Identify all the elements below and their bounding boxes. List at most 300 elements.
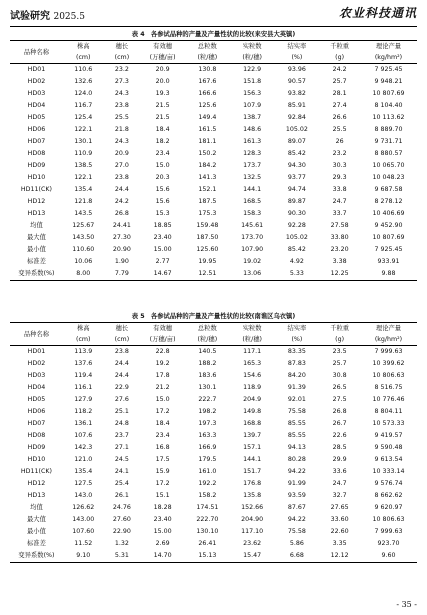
row-label: HD12 bbox=[27, 480, 46, 487]
table-cell: 135.4 bbox=[74, 468, 93, 475]
table-cell: 94.13 bbox=[287, 444, 306, 451]
table-cell: 8 516.75 bbox=[374, 384, 403, 391]
table-cell: 9 590.48 bbox=[374, 444, 403, 451]
table-cell: 25.5 bbox=[332, 126, 347, 133]
table-cell: 91.39 bbox=[287, 384, 306, 391]
table-cell: 184.2 bbox=[198, 162, 217, 169]
row-label: HD03 bbox=[27, 372, 46, 379]
table-cell: 87.83 bbox=[287, 360, 306, 367]
table-cell: 173.70 bbox=[241, 234, 264, 241]
table-row bbox=[10, 454, 417, 466]
row-label: HD06 bbox=[27, 126, 46, 133]
table-cell: 8.00 bbox=[63, 268, 104, 281]
table-cell: 204.9 bbox=[243, 396, 262, 403]
table-cell: 90.30 bbox=[287, 210, 306, 217]
table-header bbox=[10, 323, 417, 346]
table-cell: 15.9 bbox=[155, 468, 170, 475]
table-cell: 20.9 bbox=[155, 66, 170, 73]
row-label: HD11(CK) bbox=[20, 468, 52, 475]
table-cell: 24.76 bbox=[112, 504, 131, 511]
table-cell: 2.77 bbox=[155, 258, 170, 265]
table-cell: 126.62 bbox=[72, 504, 95, 511]
row-label: HD01 bbox=[27, 66, 46, 73]
table-cell: 24.7 bbox=[332, 480, 347, 487]
table-cell: 15.0 bbox=[155, 396, 170, 403]
table-row bbox=[10, 430, 417, 442]
row-label: HD04 bbox=[27, 102, 46, 109]
table-cell: 107.9 bbox=[243, 102, 262, 109]
table-4 bbox=[10, 40, 417, 281]
row-label: HD13 bbox=[27, 210, 46, 217]
table-cell: 923.70 bbox=[377, 540, 400, 547]
table-cell: 27.4 bbox=[332, 102, 347, 109]
table-cell: 8 104.40 bbox=[374, 102, 403, 109]
table-cell: 12.51 bbox=[185, 268, 230, 281]
table-row bbox=[10, 64, 417, 77]
table-cell: 15.47 bbox=[230, 550, 275, 563]
table-cell: 9 419.57 bbox=[374, 432, 403, 439]
table-cell: 158.3 bbox=[243, 210, 262, 217]
table-cell: 222.7 bbox=[198, 396, 217, 403]
table-cell: 161.0 bbox=[198, 468, 217, 475]
table-cell: 192.2 bbox=[198, 480, 217, 487]
table-cell: 21.2 bbox=[155, 384, 170, 391]
table-cell: 204.90 bbox=[241, 516, 264, 523]
row-label: HD06 bbox=[27, 408, 46, 415]
table-cell: 158.2 bbox=[198, 492, 217, 499]
row-label: 变异系数(%) bbox=[10, 550, 63, 563]
table-cell: 9 948.21 bbox=[374, 78, 403, 85]
table-row bbox=[10, 346, 417, 359]
issue-year: 2025.5 bbox=[53, 12, 85, 22]
table-cell: 9 576.74 bbox=[374, 480, 403, 487]
table-cell: 85.91 bbox=[287, 102, 306, 109]
table-cell: 127.5 bbox=[74, 480, 93, 487]
table-cell: 80.28 bbox=[287, 456, 306, 463]
table-cell: 33.7 bbox=[332, 210, 347, 217]
table-cell: 24.2 bbox=[332, 66, 347, 73]
table-cell: 5.33 bbox=[275, 268, 320, 281]
table-cell: 173.7 bbox=[243, 162, 262, 169]
column-unit: (kg/hm²) bbox=[360, 52, 417, 64]
table-cell: 121.8 bbox=[74, 198, 93, 205]
table-cell: 144.1 bbox=[243, 186, 262, 193]
table-cell: 5.31 bbox=[104, 550, 141, 563]
row-label: 变异系数(%) bbox=[10, 268, 63, 281]
table-cell: 110.60 bbox=[72, 246, 95, 253]
table-cell: 117.1 bbox=[243, 348, 262, 355]
header-rule bbox=[10, 26, 417, 27]
table-cell: 125.67 bbox=[72, 222, 95, 229]
table-cell: 17.5 bbox=[155, 456, 170, 463]
table-cell: 11.52 bbox=[74, 540, 93, 547]
table-cell: 25.1 bbox=[114, 408, 129, 415]
row-label: 最大值 bbox=[27, 234, 46, 241]
table-cell: 85.55 bbox=[287, 420, 306, 427]
table-cell: 9.10 bbox=[63, 550, 104, 563]
table-cell: 168.5 bbox=[243, 198, 262, 205]
table-cell: 125.4 bbox=[74, 114, 93, 121]
table-cell: 28.5 bbox=[332, 444, 347, 451]
table-cell: 33.60 bbox=[330, 516, 349, 523]
table-cell: 23.8 bbox=[114, 174, 129, 181]
table-cell: 179.5 bbox=[198, 456, 217, 463]
table-cell: 156.3 bbox=[243, 90, 262, 97]
column-unit: (%) bbox=[275, 334, 320, 346]
table-cell: 20.0 bbox=[155, 78, 170, 85]
table-cell: 93.77 bbox=[287, 174, 306, 181]
table-cell: 125.6 bbox=[198, 102, 217, 109]
table-cell: 27.1 bbox=[114, 444, 129, 451]
table-cell: 130.1 bbox=[74, 138, 93, 145]
table-cell: 9.88 bbox=[360, 268, 417, 281]
column-header: 有效穗 bbox=[140, 41, 185, 53]
table-cell: 15.00 bbox=[153, 246, 172, 253]
table-cell: 125.60 bbox=[196, 246, 219, 253]
table-cell: 7 999.63 bbox=[374, 528, 403, 535]
table-cell: 10 399.62 bbox=[372, 360, 405, 367]
column-unit: (粒/穗) bbox=[185, 334, 230, 346]
table-5 bbox=[10, 322, 417, 563]
table-cell: 89.07 bbox=[287, 138, 306, 145]
column-header: 千粒重 bbox=[319, 323, 360, 335]
table-cell: 26.8 bbox=[114, 210, 129, 217]
table-cell: 26.6 bbox=[332, 114, 347, 121]
table-cell: 161.5 bbox=[198, 126, 217, 133]
table-cell: 22.60 bbox=[330, 528, 349, 535]
row-label: HD07 bbox=[27, 420, 46, 427]
table-cell: 159.48 bbox=[196, 222, 219, 229]
table-cell: 75.58 bbox=[287, 528, 306, 535]
table-cell: 139.7 bbox=[243, 432, 262, 439]
table-cell: 27.65 bbox=[330, 504, 349, 511]
table-row bbox=[10, 208, 417, 220]
table-row bbox=[10, 394, 417, 406]
table-cell: 24.4 bbox=[114, 372, 129, 379]
table-cell: 10 048.23 bbox=[372, 174, 405, 181]
table-cell: 29.9 bbox=[332, 456, 347, 463]
table-cell: 19.02 bbox=[243, 258, 262, 265]
table-cell: 1.32 bbox=[114, 540, 129, 547]
section-label bbox=[10, 7, 85, 22]
table-cell: 132.5 bbox=[243, 174, 262, 181]
table-cell: 143.50 bbox=[72, 234, 95, 241]
table-cell: 142.3 bbox=[74, 444, 93, 451]
table-cell: 15.6 bbox=[155, 198, 170, 205]
row-label: HD10 bbox=[27, 456, 46, 463]
table-row bbox=[10, 100, 417, 112]
table-cell: 121.0 bbox=[74, 456, 93, 463]
table-cell: 94.30 bbox=[287, 162, 306, 169]
table-cell: 27.0 bbox=[114, 162, 129, 169]
table-cell: 130.1 bbox=[198, 384, 217, 391]
table-cell: 94.74 bbox=[287, 186, 306, 193]
column-unit: (粒/穗) bbox=[230, 334, 275, 346]
column-header: 理论产量 bbox=[360, 323, 417, 335]
table-cell: 136.1 bbox=[74, 420, 93, 427]
table-cell: 15.6 bbox=[155, 186, 170, 193]
table-cell: 1.90 bbox=[114, 258, 129, 265]
table-row bbox=[10, 124, 417, 136]
table-cell: 13.06 bbox=[230, 268, 275, 281]
table-cell: 27.3 bbox=[114, 78, 129, 85]
table-cell: 24.8 bbox=[114, 420, 129, 427]
table-cell: 105.02 bbox=[285, 234, 308, 241]
table-cell: 23.40 bbox=[153, 234, 172, 241]
table-row bbox=[10, 196, 417, 208]
table-cell: 24.1 bbox=[114, 468, 129, 475]
row-label: HD10 bbox=[27, 174, 46, 181]
row-label: HD11(CK) bbox=[20, 186, 52, 193]
column-header: 总粒数 bbox=[185, 323, 230, 335]
table-cell: 15.13 bbox=[185, 550, 230, 563]
journal-page bbox=[10, 0, 417, 615]
table-cell: 85.42 bbox=[287, 150, 306, 157]
table-cell: 118.2 bbox=[74, 408, 93, 415]
table-row bbox=[10, 526, 417, 538]
table-row bbox=[10, 112, 417, 124]
table-cell: 26 bbox=[335, 138, 344, 145]
table-cell: 132.6 bbox=[74, 78, 93, 85]
row-label: HD01 bbox=[27, 348, 46, 355]
table-cell: 105.02 bbox=[285, 126, 308, 133]
table-cell: 138.7 bbox=[243, 114, 262, 121]
table-cell: 32.7 bbox=[332, 492, 347, 499]
table-cell: 197.3 bbox=[198, 420, 217, 427]
table-5-caption: 表 5 各参试品种的产量及产量性状的比较(南谯区乌衣镇) bbox=[131, 313, 296, 320]
table-cell: 15.00 bbox=[153, 528, 172, 535]
column-unit: (g) bbox=[319, 334, 360, 346]
column-header: 品种名称 bbox=[10, 323, 63, 346]
table-cell: 21.8 bbox=[114, 126, 129, 133]
table-cell: 33.6 bbox=[332, 468, 347, 475]
table-cell: 174.51 bbox=[196, 504, 219, 511]
table-cell: 149.4 bbox=[198, 114, 217, 121]
table-cell: 7 999.63 bbox=[374, 348, 403, 355]
table-cell: 7 925.45 bbox=[374, 66, 403, 73]
table-cell: 94.22 bbox=[287, 468, 306, 475]
table-cell: 175.3 bbox=[198, 210, 217, 217]
table-cell: 9 731.71 bbox=[374, 138, 403, 145]
column-header: 实粒数 bbox=[230, 41, 275, 53]
table-cell: 23.2 bbox=[114, 66, 129, 73]
table-cell: 130.8 bbox=[198, 66, 217, 73]
row-label: HD03 bbox=[27, 90, 46, 97]
table-cell: 27.6 bbox=[114, 396, 129, 403]
table-row bbox=[10, 442, 417, 454]
table-row bbox=[10, 418, 417, 430]
table-cell: 18.85 bbox=[153, 222, 172, 229]
column-header: 结实率 bbox=[275, 41, 320, 53]
table-row bbox=[10, 244, 417, 256]
table-cell: 8 804.11 bbox=[374, 408, 403, 415]
table-row bbox=[10, 478, 417, 490]
table-cell: 23.4 bbox=[155, 432, 170, 439]
column-header: 千粒重 bbox=[319, 41, 360, 53]
column-header: 穗长 bbox=[104, 323, 141, 335]
table-cell: 17.2 bbox=[155, 408, 170, 415]
column-unit: (粒/穗) bbox=[230, 52, 275, 64]
column-unit: (万穗/亩) bbox=[140, 334, 185, 346]
table-cell: 75.58 bbox=[287, 408, 306, 415]
table-row bbox=[10, 268, 417, 281]
table-cell: 107.60 bbox=[72, 528, 95, 535]
table-cell: 4.92 bbox=[289, 258, 304, 265]
table-cell: 15.3 bbox=[155, 210, 170, 217]
table-cell: 30.8 bbox=[332, 372, 347, 379]
table-cell: 93.82 bbox=[287, 90, 306, 97]
table-cell: 2.69 bbox=[155, 540, 170, 547]
table-cell: 22.90 bbox=[112, 528, 131, 535]
table-cell: 6.68 bbox=[275, 550, 320, 563]
table-cell: 148.6 bbox=[243, 126, 262, 133]
table-cell: 10 776.46 bbox=[372, 396, 405, 403]
table-cell: 183.6 bbox=[198, 372, 217, 379]
table-row bbox=[10, 136, 417, 148]
table-cell: 141.3 bbox=[198, 174, 217, 181]
table-cell: 26.7 bbox=[332, 420, 347, 427]
table-cell: 26.1 bbox=[114, 492, 129, 499]
column-header: 有效穗 bbox=[140, 323, 185, 335]
table-cell: 145.61 bbox=[241, 222, 264, 229]
table-cell: 23.4 bbox=[155, 150, 170, 157]
table-cell: 25.5 bbox=[114, 114, 129, 121]
table-cell: 87.67 bbox=[287, 504, 306, 511]
table-cell: 10 333.14 bbox=[372, 468, 405, 475]
table-cell: 8 880.57 bbox=[374, 150, 403, 157]
table-cell: 16.8 bbox=[155, 444, 170, 451]
table-cell: 7 925.45 bbox=[374, 246, 403, 253]
table-cell: 24.3 bbox=[114, 138, 129, 145]
section-title: 试验研究 bbox=[10, 11, 50, 22]
table-cell: 143.0 bbox=[74, 492, 93, 499]
table-cell: 20.90 bbox=[112, 246, 131, 253]
table-cell: 140.5 bbox=[198, 348, 217, 355]
table-cell: 137.6 bbox=[74, 360, 93, 367]
table-cell: 3.35 bbox=[332, 540, 347, 547]
table-cell: 110.9 bbox=[74, 150, 93, 157]
table-cell: 152.66 bbox=[241, 504, 264, 511]
column-unit: (万穗/亩) bbox=[140, 52, 185, 64]
table-cell: 149.8 bbox=[243, 408, 262, 415]
table-cell: 9 687.58 bbox=[374, 186, 403, 193]
table-cell: 19.3 bbox=[155, 90, 170, 97]
table-cell: 26.5 bbox=[332, 384, 347, 391]
row-label: HD13 bbox=[27, 492, 46, 499]
table-row bbox=[10, 160, 417, 172]
table-cell: 154.6 bbox=[243, 372, 262, 379]
table-cell: 23.62 bbox=[243, 540, 262, 547]
table-cell: 92.01 bbox=[287, 396, 306, 403]
table-row bbox=[10, 88, 417, 100]
table-cell: 143.5 bbox=[74, 210, 93, 217]
row-label: HD09 bbox=[27, 162, 46, 169]
table-row bbox=[10, 172, 417, 184]
table-cell: 181.1 bbox=[198, 138, 217, 145]
table-cell: 110.6 bbox=[74, 66, 93, 73]
table-cell: 24.41 bbox=[112, 222, 131, 229]
table-cell: 222.70 bbox=[196, 516, 219, 523]
table-cell: 25.4 bbox=[114, 480, 129, 487]
table-row bbox=[10, 502, 417, 514]
column-unit: (cm) bbox=[104, 52, 141, 64]
table-cell: 91.99 bbox=[287, 480, 306, 487]
column-header: 总粒数 bbox=[185, 41, 230, 53]
table-cell: 93.59 bbox=[287, 492, 306, 499]
column-header: 理论产量 bbox=[360, 41, 417, 53]
table-cell: 10.06 bbox=[74, 258, 93, 265]
row-label: HD09 bbox=[27, 444, 46, 451]
table-cell: 29.3 bbox=[332, 174, 347, 181]
table-cell: 18.28 bbox=[153, 504, 172, 511]
column-unit: (cm) bbox=[104, 334, 141, 346]
table-row bbox=[10, 148, 417, 160]
table-cell: 20.3 bbox=[155, 174, 170, 181]
row-label: HD08 bbox=[27, 150, 46, 157]
table-cell: 20.9 bbox=[114, 150, 129, 157]
row-label: HD04 bbox=[27, 384, 46, 391]
table-cell: 24.4 bbox=[114, 186, 129, 193]
table-cell: 117.10 bbox=[241, 528, 264, 535]
table-cell: 27.58 bbox=[330, 222, 349, 229]
table-cell: 25.7 bbox=[332, 78, 347, 85]
table-cell: 22.6 bbox=[332, 432, 347, 439]
column-unit: (粒/穗) bbox=[185, 52, 230, 64]
table-cell: 89.87 bbox=[287, 198, 306, 205]
table-cell: 128.3 bbox=[243, 150, 262, 157]
table-cell: 17.2 bbox=[155, 480, 170, 487]
table-cell: 151.7 bbox=[243, 468, 262, 475]
table-cell: 93.96 bbox=[287, 66, 306, 73]
table-cell: 187.50 bbox=[196, 234, 219, 241]
column-header: 穗长 bbox=[104, 41, 141, 53]
table-cell: 22.9 bbox=[114, 384, 129, 391]
table-cell: 21.5 bbox=[155, 114, 170, 121]
table-cell: 135.4 bbox=[74, 186, 93, 193]
row-label: HD08 bbox=[27, 432, 46, 439]
table-cell: 18.4 bbox=[155, 126, 170, 133]
table-cell: 23.5 bbox=[332, 348, 347, 355]
column-header: 株高 bbox=[63, 41, 104, 53]
column-unit: (%) bbox=[275, 52, 320, 64]
table-cell: 10 806.63 bbox=[372, 372, 405, 379]
page-number: - 35 - bbox=[396, 600, 417, 609]
table-cell: 163.3 bbox=[198, 432, 217, 439]
table-cell: 107.6 bbox=[74, 432, 93, 439]
row-label: HD05 bbox=[27, 114, 46, 121]
table-cell: 19.2 bbox=[155, 360, 170, 367]
table-cell: 94.22 bbox=[287, 516, 306, 523]
page-header bbox=[10, 4, 417, 26]
table-cell: 118.9 bbox=[243, 384, 262, 391]
table-cell: 23.7 bbox=[114, 432, 129, 439]
table-cell: 10 113.62 bbox=[372, 114, 405, 121]
table-cell: 127.9 bbox=[74, 396, 93, 403]
table-cell: 12.12 bbox=[319, 550, 360, 563]
table-row bbox=[10, 406, 417, 418]
row-label: 标准差 bbox=[27, 258, 46, 265]
table-cell: 168.8 bbox=[243, 420, 262, 427]
table-cell: 161.3 bbox=[243, 138, 262, 145]
row-label: 均值 bbox=[30, 222, 43, 229]
row-label: HD05 bbox=[27, 396, 46, 403]
table-cell: 33.8 bbox=[332, 186, 347, 193]
table-cell: 24.7 bbox=[332, 198, 347, 205]
column-header: 品种名称 bbox=[10, 41, 63, 64]
table-cell: 10 406.69 bbox=[372, 210, 405, 217]
table-cell: 83.35 bbox=[287, 348, 306, 355]
row-label: HD02 bbox=[27, 360, 46, 367]
